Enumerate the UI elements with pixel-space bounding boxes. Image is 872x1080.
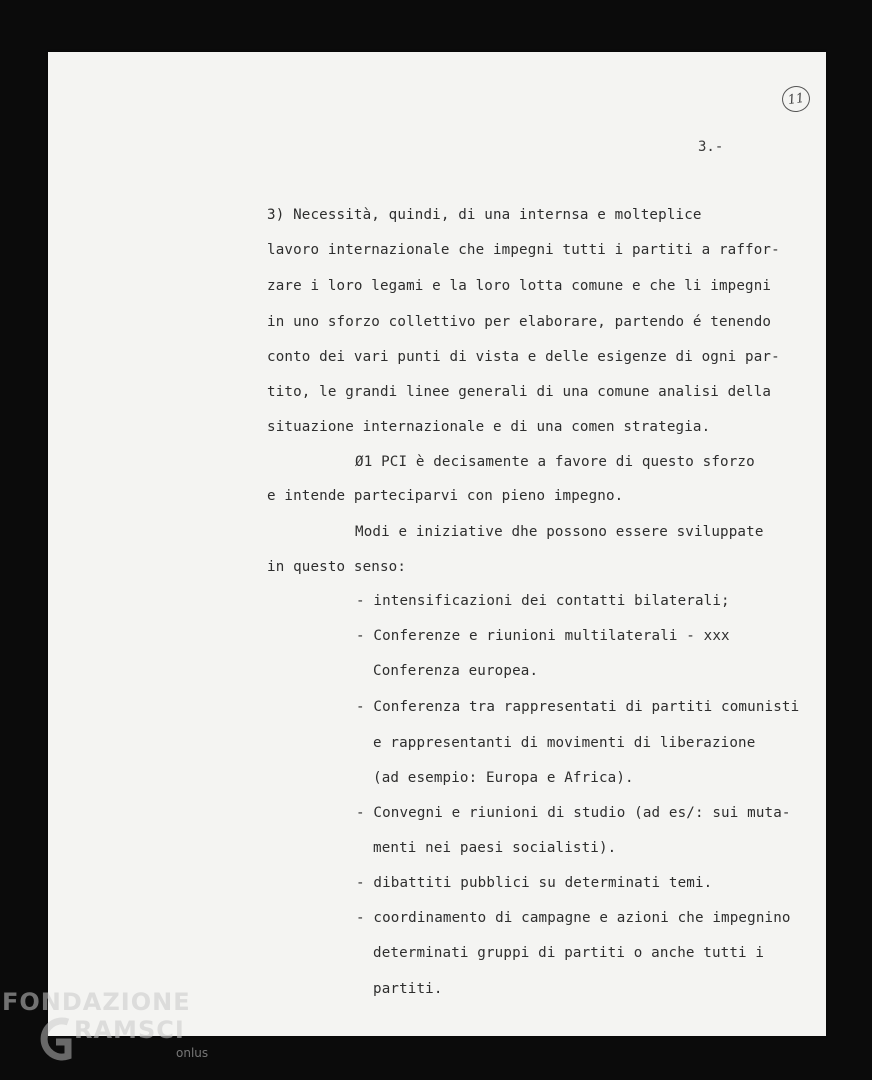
list-item-continuation: Conferenza europea. [373,663,539,679]
page-number: 3.- [698,139,724,155]
text-line: e intende parteciparvi con pieno impegno. [267,488,624,504]
list-item-continuation: menti nei paesi socialisti). [373,840,617,856]
watermark-title: FONDAZIONE [2,988,191,1016]
list-item: - dibattiti pubblici su determinati temi. [356,875,713,891]
list-item-continuation: e rappresentanti di movimenti di liberazione [373,735,756,751]
text-line: 3) Necessità, quindi, di una internsa e molteplice [267,207,702,223]
archive-watermark [0,984,220,1080]
list-item: - coordinamento di campagne e azioni che impegnino [356,910,791,926]
text-line: Modi e iniziative dhe possono essere sviluppate [355,524,764,540]
list-item: - Conferenze e riunioni multilaterali - xxx [356,628,730,644]
watermark-logo-icon [34,1012,74,1068]
text-line: in questo senso: [267,559,407,575]
text-line: zare i loro legami e la loro lotta comune e che li impegni [267,278,772,294]
text-line: situazione internazionale e di una comen strategia. [267,419,711,435]
list-item: - intensificazioni dei contatti bilaterali; [356,593,730,609]
list-item: - Conferenza tra rappresentati di partiti comunisti [356,699,800,715]
watermark-suffix: onlus [176,1046,209,1060]
text-line: Ø1 PCI è decisamente a favore di questo sforzo [355,454,755,470]
list-item-continuation: determinati gruppi di partiti o anche tutti i [373,945,765,961]
text-line: conto dei vari punti di vista e delle esigenze di ogni par- [267,349,780,365]
text-line: in uno sforzo collettivo per elaborare, partendo é tenendo [267,314,772,330]
archive-stamp-number: 11 [786,90,806,108]
text-line: lavoro internazionale che impegni tutti i partiti a raffor- [267,242,780,258]
text-line: tito, le grandi linee generali di una comune analisi della [267,384,772,400]
list-item-continuation: partiti. [373,981,443,997]
list-item-continuation: (ad esempio: Europa e Africa). [373,770,634,786]
list-item: - Convegni e riunioni di studio (ad es/: sui muta- [356,805,791,821]
watermark-subtitle: RAMSCI [74,1016,185,1044]
